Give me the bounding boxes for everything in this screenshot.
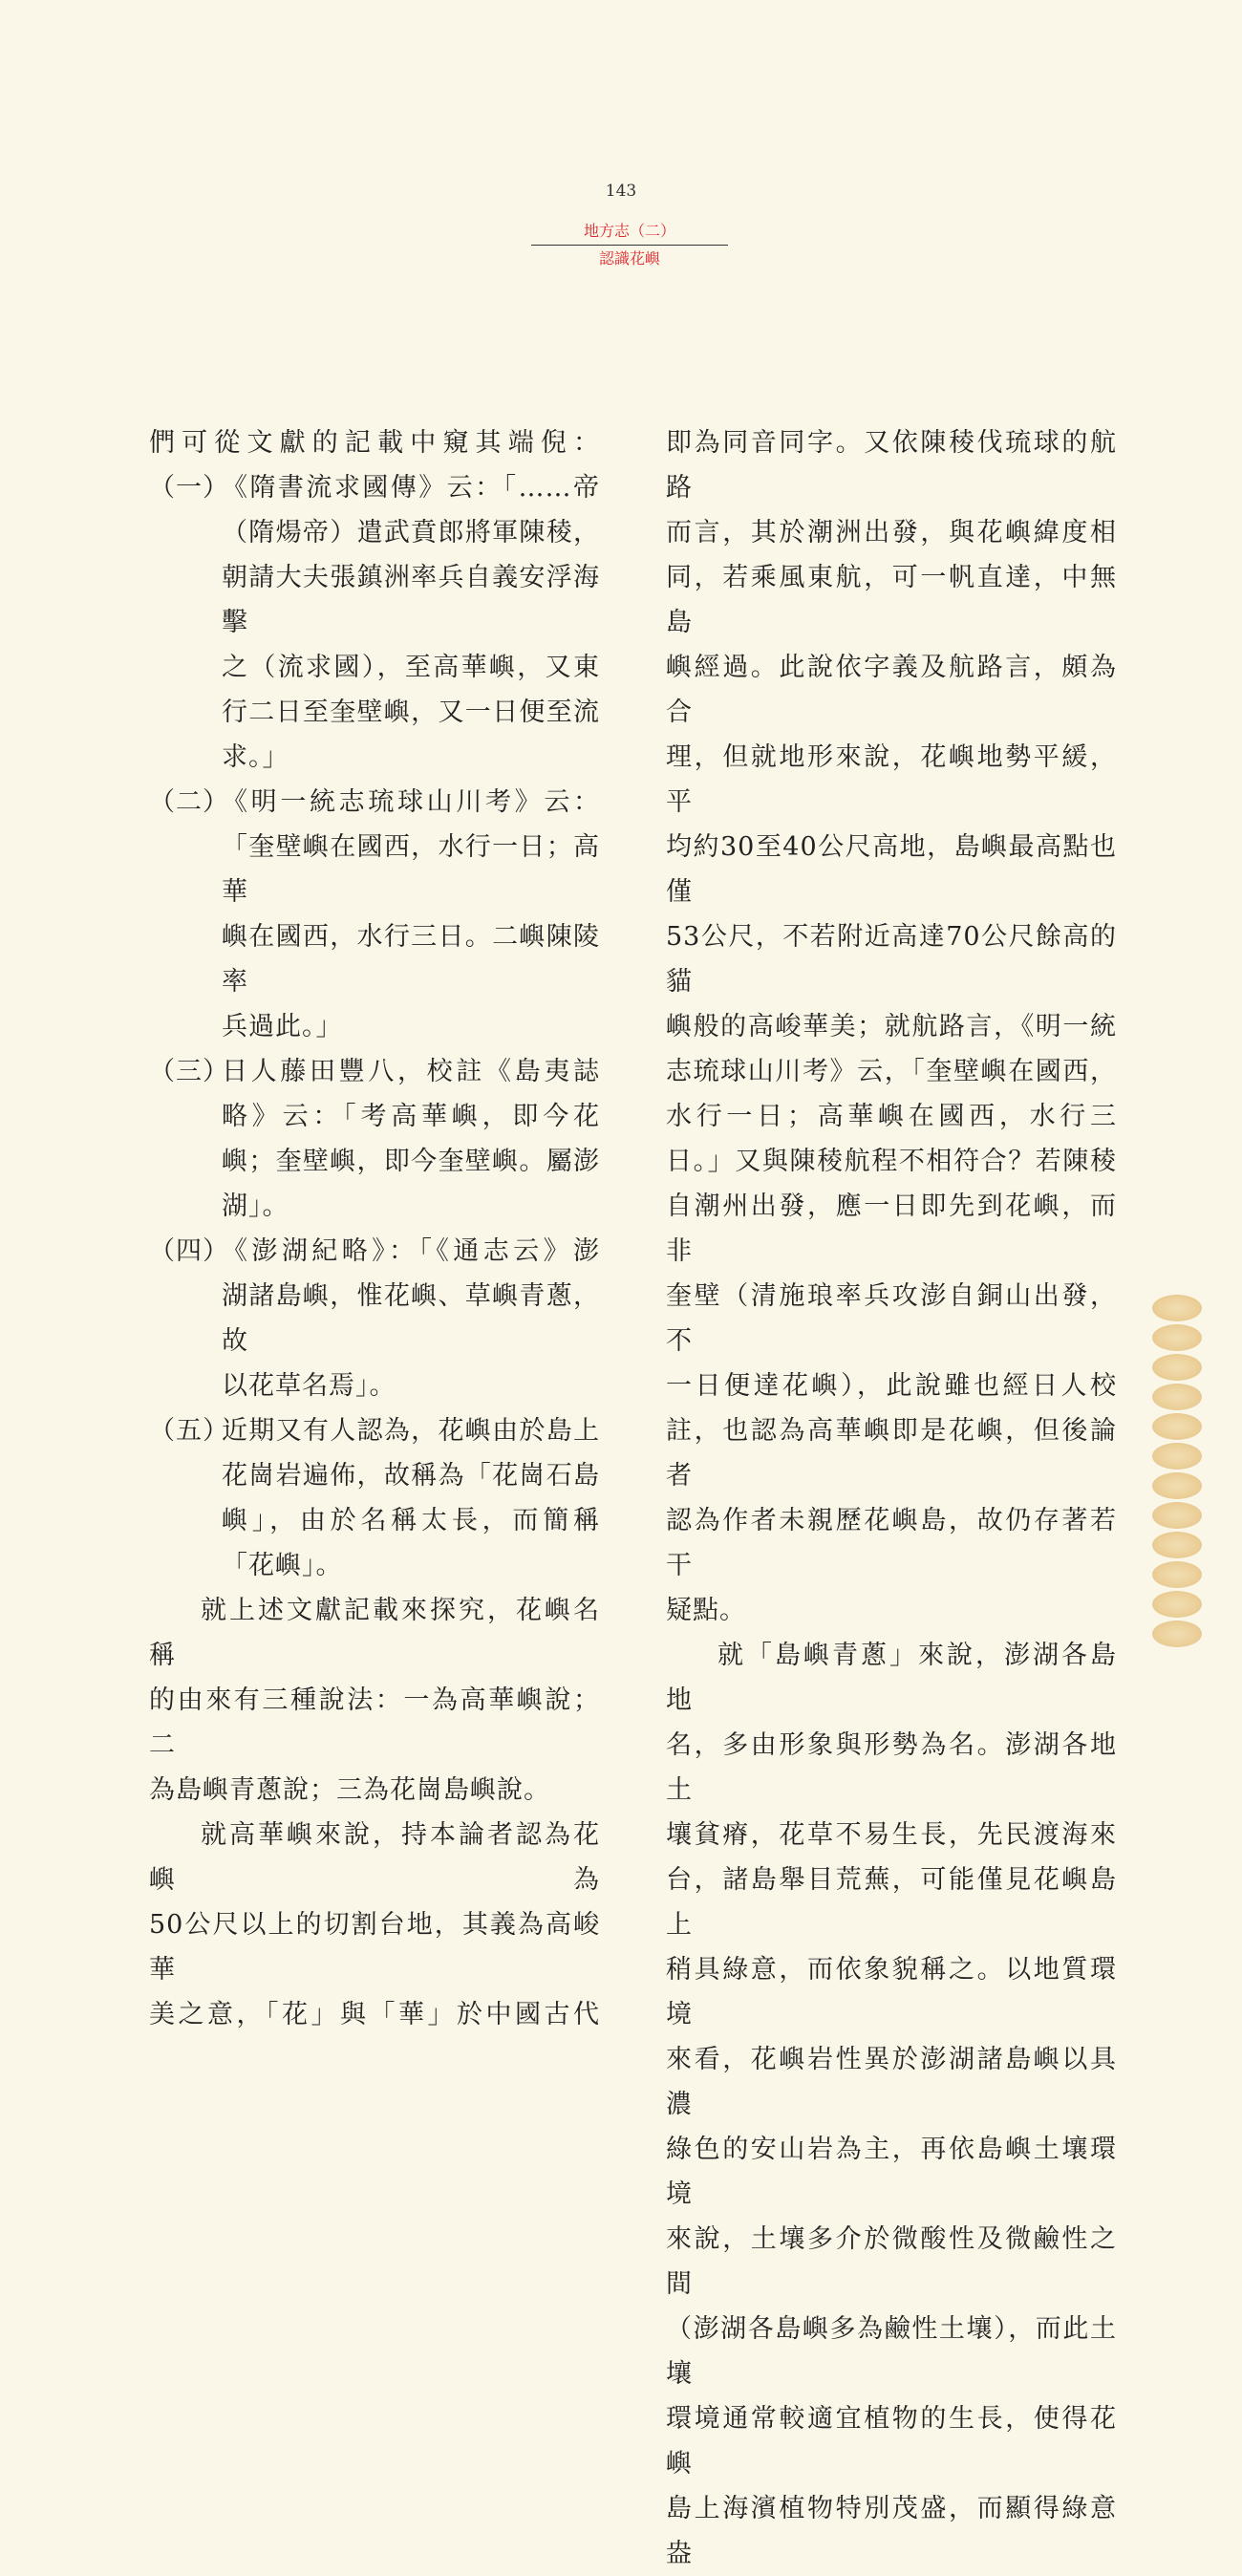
text-line: 均約30至40公尺高地，島嶼最高點也僅 [666,832,1117,907]
text-line: 島上海濱植物特別茂盛，而顯得綠意盎 [666,2494,1117,2568]
item-line: 「花嶼」。 [222,1551,343,1580]
item-number: （三） [149,1057,229,1086]
text-line: 台，諸島舉目荒蕪，可能僅見花嶼島上 [666,1865,1117,1940]
source-item [149,780,600,1049]
item-line: 《明一統志琉球山川考》云： [222,787,600,817]
source-item [149,465,600,780]
running-header [531,222,728,268]
item-number: （五） [149,1416,229,1446]
item-line: 嶼在國西，水行三日。二嶼陳陵率 [222,922,600,997]
item-number: （二） [149,787,229,817]
paragraph-route [666,420,1117,1633]
text-line: 綠色的安山岩為主，再依島嶼土壤環境 [666,2135,1117,2209]
text-line: 嶼般的高峻華美；就航路言，《明一統 [666,1012,1117,1041]
item-number: （一） [149,473,229,503]
text-line: 註，也認為高華嶼即是花嶼，但後論者 [666,1416,1117,1491]
item-line: 朝請大夫張鎮洲率兵自義安浮海擊 [222,563,600,637]
item-line: 略》云：「考高華嶼，即今花 [222,1102,600,1131]
text-line: 認為作者未親歷花嶼島，故仍存著若干 [666,1506,1117,1580]
item-line: 《隋書流求國傳》云：「……帝 [222,473,600,503]
text-line: 疑點。 [666,1596,746,1625]
text-line: 志琉球山川考》云，「奎壁嶼在國西， [666,1057,1117,1086]
text-line: 稍具綠意，而依象貌稱之。以地質環境 [666,1955,1117,2029]
text-line: 而言，其於潮洲出發，與花嶼緯度相 [666,518,1117,547]
item-line: 《澎湖紀略》：「《通志云》澎 [222,1236,600,1266]
text-line: 就「島嶼青蔥」來說，澎湖各島地 [666,1641,1117,1715]
text-line: 嶼經過。此說依字義及航路言，頗為合 [666,653,1117,727]
text-line: 50公尺以上的切割台地，其義為高峻華 [149,1910,600,1985]
item-number: （四） [149,1236,229,1266]
text-line: 53公尺，不若附近高達70公尺餘高的貓 [666,922,1117,997]
text-line: 名，多由形象與形勢為名。澎湖各地土 [666,1730,1117,1805]
text-line: 自潮州出發，應一日即先到花嶼，而非 [666,1191,1117,1266]
text-line: 日。」又與陳稜航程不相符合？若陳稜 [666,1147,1117,1176]
text-line: 一日便達花嶼），此說雖也經日人校 [666,1371,1117,1401]
source-item [149,1229,600,1408]
item-line: 之（流求國），至高華嶼，又東 [222,653,600,682]
text-line: 同，若乘風東航，可一帆直達，中無島 [666,563,1117,637]
text-line: 奎壁（清施琅率兵攻澎自銅山出發，不 [666,1281,1117,1356]
item-line: 湖諸島嶼，惟花嶼、草嶼青蔥，故 [222,1281,600,1356]
paragraph-summary [149,1588,600,1813]
item-line: 近期又有人認為，花嶼由於島上 [222,1416,600,1446]
item-line: 湖」。 [222,1191,289,1221]
text-line: （澎湖各島嶼多為鹼性土壤），而此土壤 [666,2314,1117,2389]
edge-ornament [1148,1295,1206,1672]
chapter-title: 地方志（二） [583,222,675,240]
item-line: 行二日至奎壁嶼，又一日便至流 [222,698,600,727]
text-line: 就高華嶼來說，持本論者認為花嶼為 [149,1820,600,1895]
item-line: 求。」 [222,742,289,772]
left-column [149,420,600,2037]
source-item [149,1049,600,1229]
page-number: 143 [605,182,637,201]
text-line: 即為同音同字。又依陳稜伐琉球的航路 [666,428,1117,503]
text-line: 的由來有三種說法：一為高華嶼說；二 [149,1685,600,1760]
text-line: 來說，土壤多介於微酸性及微鹼性之間 [666,2224,1117,2299]
item-line: 「奎壁嶼在國西，水行一日；高華 [222,832,600,907]
item-line: 以花草名焉」。 [222,1371,396,1401]
source-item [149,1408,600,1588]
item-line: 嶼」，由於名稱太長，而簡稱 [222,1506,600,1535]
item-line: 嶼；奎壁嶼，即今奎壁嶼。屬澎 [222,1147,600,1176]
paragraph-gaohua [149,1813,600,2037]
intro-line: 們可從文獻的記載中窺其端倪： [149,428,600,458]
text-line: 美之意，「花」與「華」於中國古代 [149,2000,600,2029]
source-list [149,465,600,1588]
text-line: 環境通常較適宜植物的生長，使得花嶼 [666,2404,1117,2479]
item-line: 花崗岩遍佈，故稱為「花崗石島 [222,1461,600,1491]
text-line: 就上述文獻記載來探究，花嶼名稱 [149,1596,600,1670]
text-line: 為島嶼青蔥說；三為花崗島嶼說。 [149,1775,550,1805]
paragraph-green [666,1633,1117,2576]
item-line: 兵過此。」 [222,1012,343,1041]
section-title: 認識花嶼 [598,249,660,268]
text-line: 理，但就地形來說，花嶼地勢平緩，平 [666,742,1117,817]
right-column [666,420,1117,2576]
text-line: 壤貧瘠，花草不易生長，先民渡海來 [666,1820,1117,1850]
text-line: 來看，花嶼岩性異於澎湖諸島嶼以具濃 [666,2045,1117,2119]
item-line: （隋煬帝）遣武賁郎將軍陳稜， [222,518,600,547]
text-line: 水行一日；高華嶼在國西，水行三 [666,1102,1117,1131]
item-line: 日人藤田豐八，校註《島夷誌 [222,1057,600,1086]
